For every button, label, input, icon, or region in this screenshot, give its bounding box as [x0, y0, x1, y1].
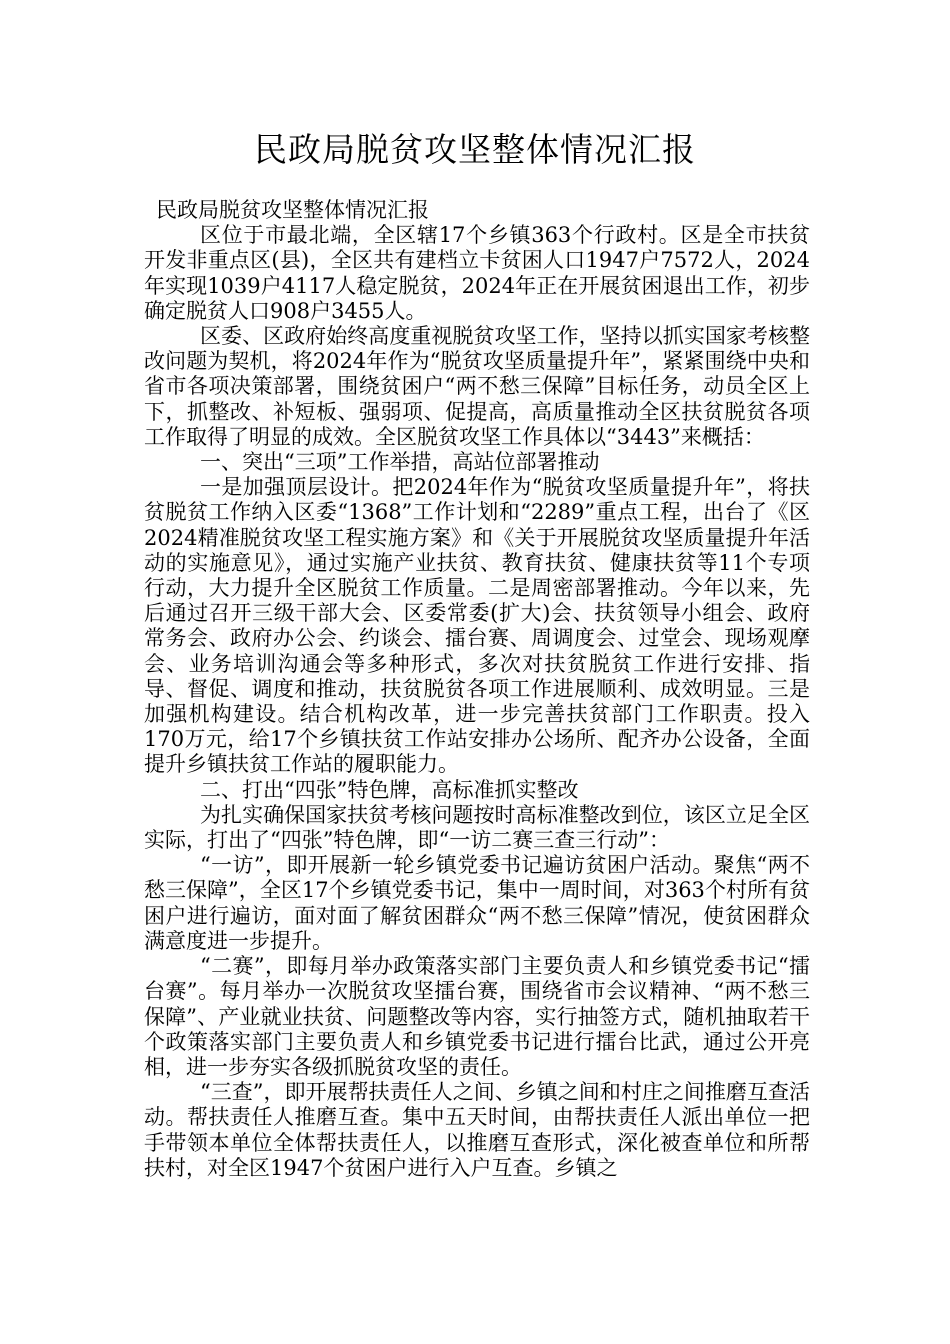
- document-body: [144, 198, 810, 1181]
- section-heading-two: 二、打出“四张”特色牌，高标准抓实整改: [200, 777, 579, 802]
- paragraph-leadership: 区委、区政府始终高度重视脱贫攻坚工作，坚持以抓实国家考核整改问题为契机，将2024年作为“脱贫攻坚质量提升年”，紧紧围绕中央和省市各项决策部署，围绕贫困户“两不愁三保障”目标任务，动员全区上下，抓整改、补短板、强弱项、促提高，高质量推动全区扶贫脱贫各项工作取得了明显的成效。全区脱贫攻坚工作具体以“3443”来概括：: [144, 324, 810, 449]
- paragraph-overview: 区位于市最北端，全区辖17个乡镇363个行政村。区是全市扶贫开发非重点区(县)，全区共有建档立卡贫困人口1947户7572人，2024年实现1039户4117人稳定脱贫，2024年正在开展贫困退出工作，初步确定脱贫人口908户3455人。: [144, 223, 810, 323]
- paragraph-measures: 一是加强顶层设计。把2024年作为“脱贫攻坚质量提升年”，将扶贫脱贫工作纳入区委“1368”工作计划和“2289”重点工程，出台了《区2024精准脱贫攻坚工程实施方案》和《关于开展脱贫攻坚质量提升年活动的实施意见》，通过实施产业扶贫、教育扶贫、健康扶贫等11个专项行动，大力提升全区脱贫工作质量。二是周密部署推动。今年以来，先后通过召开三级干部大会、区委常委(扩大)会、扶贫领导小组会、政府常务会、政府办公会、约谈会、擂台赛、周调度会、过堂会、现场观摩会、业务培训沟通会等多种形式，多次对扶贫脱贫工作进行安排、指导、督促、调度和推动，扶贫脱贫各项工作进展顺利、成效明显。三是加强机构建设。结合机构改革，进一步完善扶贫部门工作职责。投入170万元，给17个乡镇扶贫工作站安排办公场所、配齐办公设备，全面提升乡镇扶贫工作站的履职能力。: [144, 475, 810, 777]
- document-subtitle: 民政局脱贫攻坚整体情况汇报: [156, 198, 429, 222]
- paragraph-three-checks: “三查”，即开展帮扶责任人之间、乡镇之间和村庄之间推磨互查活动。帮扶责任人推磨互查。集中五天时间，由帮扶责任人派出单位一把手带领本单位全体帮扶责任人，以推磨互查形式，深化被查单位和所帮扶村，对全区1947个贫困户进行入户互查。乡镇之: [144, 1080, 810, 1180]
- section-heading-one: 一、突出“三项”工作举措，高站位部署推动: [200, 450, 600, 475]
- document-title: 民政局脱贫攻坚整体情况汇报: [254, 130, 696, 169]
- paragraph-one-visit: “一访”，即开展新一轮乡镇党委书记遍访贫困户活动。聚焦“两不愁三保障”，全区17个乡镇党委书记，集中一周时间，对363个村所有贫困户进行遍访，面对面了解贫困群众“两不愁三保障”情况，使贫困群众满意度进一步提升。: [144, 853, 810, 953]
- paragraph-two-contests: “二赛”，即每月举办政策落实部门主要负责人和乡镇党委书记“擂台赛”。每月举办一次脱贫攻坚擂台赛，围绕省市会议精神、“两不愁三保障”、产业就业扶贫、问题整改等内容，实行抽签方式，随机抽取若干个政策落实部门主要负责人和乡镇党委书记进行擂台比武，通过公开亮相，进一步夯实各级抓脱贫攻坚的责任。: [144, 954, 810, 1079]
- paragraph-four-cards: 为扎实确保国家扶贫考核问题按时高标准整改到位，该区立足全区实际，打出了“四张”特色牌，即“一访二赛三查三行动”：: [144, 802, 810, 853]
